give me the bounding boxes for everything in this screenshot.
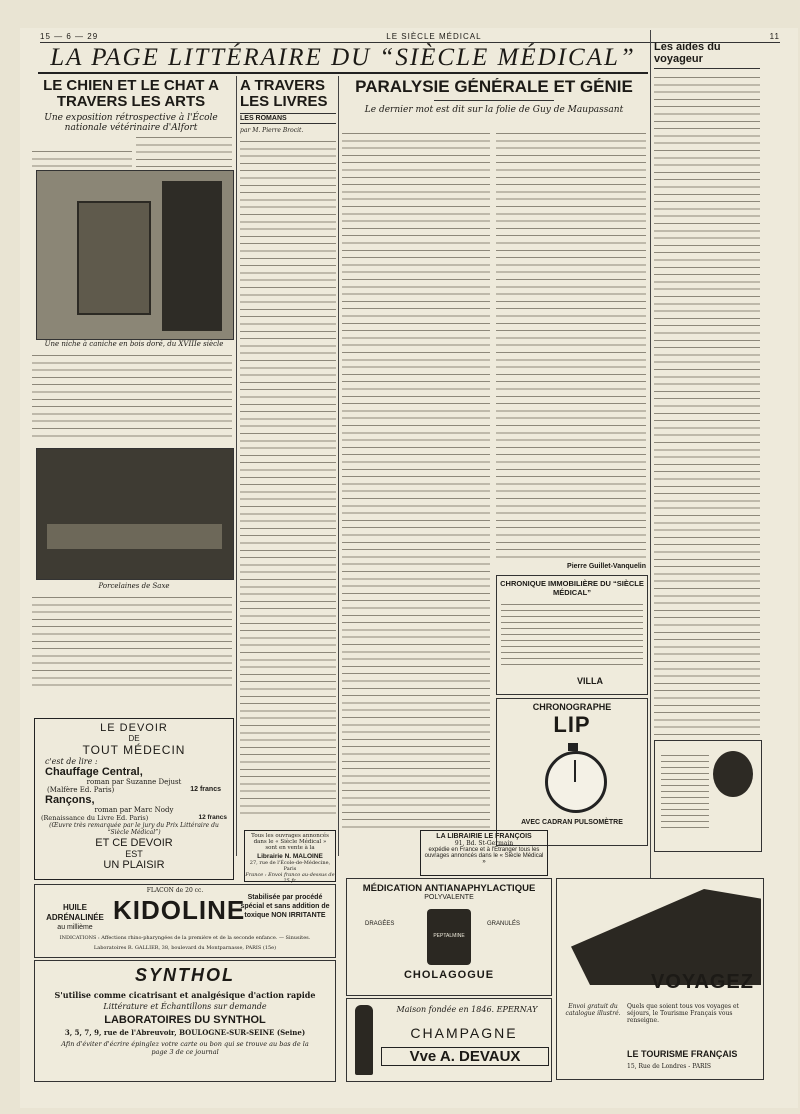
photo-porcelaines [36,448,234,580]
watch-hand [574,760,576,782]
article-text [240,136,336,816]
maloine-address: 27, rue de l'École-de-Médecine, Paris [249,860,331,872]
devaux-line2: CHAMPAGNE [410,1025,518,1041]
med-right: GRANULÉS [487,921,521,927]
kidoline-lab: Laboratoires R. GALLIER, 38, boulevard du Montparnasse, PARIS (15e) [93,945,277,951]
devoir-intro: c'est de lire : [45,757,98,766]
voyagez-left: Envoi gratuit du catalogue illustré. [565,1003,621,1017]
ad-listings [501,600,643,668]
column-rule [338,76,339,856]
voyagez-title: VOYAGEZ [651,971,754,993]
caption-niche: Une niche à caniche en bois doré, du XVIIIe siècle [44,340,224,348]
voyagez-address: 15, Rue de Londres - PARIS [627,1063,712,1070]
maloine-note: France : Envoi franco au-dessus de 25 fr. [245,872,335,884]
niche-shape [77,201,151,315]
column-rule [650,30,651,880]
kidoline-left [39,903,111,933]
ad-chronique-immobiliere [496,575,648,695]
devoir-slogan-3: UN PLAISIR [103,859,165,871]
ad-devoir [34,718,234,880]
book-publisher-2: (Renaissance du Livre Ed. Paris) [41,814,149,822]
synthol-brand: SYNTHOL [134,965,235,985]
title-rule [434,100,554,101]
article-text [654,72,760,772]
header-journal: LE SIÈCLE MÉDICAL [386,31,482,41]
article-text [32,592,232,690]
book-price-1: 12 francs [190,786,221,793]
book-note-2: (Œuvre très remarquée par le jury du Prix Littéraire du “Siècle Médical”) [49,822,219,836]
librairie-address: 91, Bd. St-Germain [454,840,514,847]
ad-peptalmine [346,878,552,996]
synthol-note: Afin d'éviter d'écrire épinglez votre carte ou bon qui se trouve au bas de la page 3 de ce journal [61,1040,309,1056]
kidoline-left-3: au millième [57,924,93,931]
kidoline-indications: INDICATIONS : Affections rhino-pharyngées de la première et de la seconde enfance. — Sinusites. [59,935,311,941]
ad-librairie [420,830,548,876]
book-pub-2 [35,814,233,822]
stopwatch-icon [545,751,607,813]
book-pub-1 [35,786,233,794]
kidoline-flacon: FLACON de 20 cc. [146,887,204,894]
article-livres [240,78,336,858]
ad-subtitle: AVEC CADRAN PULSOMÈTRE [521,819,623,826]
kidoline-brand: KIDOLINE [113,895,246,925]
article-title: Les aides du voyageur [654,42,721,65]
ad-lip [496,698,648,846]
med-bottom: CHOLAGOGUE [403,969,495,981]
column-rule [236,76,237,856]
kidoline-right: Stabilisée par procédé spécial et sans addition de toxique NON IRRITANTE [240,894,330,919]
title-rule [654,68,760,69]
article-author: par M. Pierre Brocit. [240,126,304,134]
product-box-icon [427,909,471,965]
article-text [342,128,490,828]
devaux-line1: Maison fondée en 1846. EPERNAY [396,1005,538,1014]
caption-porcelaines: Porcelaines de Saxe [98,582,170,590]
ad-synthol [34,960,336,1082]
book-title-1: Chauffage Central, [45,766,143,778]
med-title: MÉDICATION ANTIANAPHYLACTIQUE [362,883,536,894]
photo-niche [36,170,234,340]
synthol-address: 3, 5, 7, 9, rue de l'Abreuvoir, BOULOGNE-SUR-SEINE (Seine) [64,1028,306,1037]
article-subtitle: Une exposition rétrospective à l'École nationale vétérinaire d'Alfort [44,112,218,133]
ad-kidoline [34,884,336,958]
ad-illustration [654,740,762,852]
book-title-2: Rançons, [45,794,95,806]
article-text [496,128,646,558]
devaux-line3: Vve A. DEVAUX [381,1047,549,1066]
devoir-title-1: LE DEVOIR [100,722,168,734]
article-title: A TRAVERS LES LIVRES [240,78,328,110]
article-voyageur [654,42,760,862]
book-author-2: roman par Marc Nody [94,806,174,814]
med-subtitle: POLYVALENTE [424,894,474,901]
med-left: DRAGÉES [365,921,395,927]
header-page-number: 11 [769,31,780,41]
bottle-icon [355,1005,373,1075]
ad-header: CHRONOGRAPHE [532,702,612,712]
porcelain-figures [47,524,222,549]
article-text [136,132,232,170]
devoir-title-3: TOUT MÉDECIN [82,743,186,757]
synthol-line1: S'utilise comme cicatrisant et analgésique d'action rapide [54,990,316,1000]
text-lines [32,350,232,442]
article-title: PARALYSIE GÉNÉRALE ET GÉNIE [355,78,633,96]
article-text [32,350,232,442]
watch-crown [568,743,578,751]
section-label: LES ROMANS [240,113,336,124]
devoir-slogan-2: EST [125,849,143,859]
devoir-title-2: DE [128,734,140,743]
book-publisher-1: (Malfère Ed. Paris) [47,786,115,794]
devoir-slogan-1: ET CE DEVOIR [95,837,173,849]
kidoline-left-2: ADRÉNALINÉE [46,913,104,922]
book-author-1: roman par Suzanne Dejust [86,778,182,786]
synthol-line2: Littérature et Échantillons sur demande [103,1002,267,1011]
article-subtitle: Le dernier mot est dit sur la folie de Guy de Maupassant [364,104,624,115]
book-price-2: 12 francs [198,814,227,821]
ad-maloine [244,830,336,882]
article-text [32,146,132,170]
voyagez-company: LE TOURISME FRANÇAIS [627,1049,738,1059]
villa-label: VILLA [577,676,603,686]
librairie-text: expédie en France et à l'Étranger tous les ouvrages annoncés dans le « Siècle Médical » [424,847,544,865]
ad-title: CHRONIQUE IMMOBILIÈRE DU “SIÈCLE MÉDICAL” [500,579,644,597]
ad-devaux [346,998,552,1082]
ad-brand: LIP [553,712,591,737]
maloine-name: Librairie N. MALOINE [257,853,323,860]
voyagez-right: Quels que soient tous vos voyages et séjours, le Tourisme Français vous renseigne. [627,1003,739,1024]
shadow-shape [162,181,222,331]
med-brand: PEPTALMINE [433,933,465,939]
kidoline-left-1: HUILE [63,903,87,912]
ad-text [661,751,709,831]
page-banner: LA PAGE LITTÉRAIRE DU “SIÈCLE MÉDICAL” [38,44,648,74]
article-signature: Pierre Guillet-Vanquelin [567,563,646,570]
maloine-text: Tous les ouvrages annoncés dans le « Siècle Médical » sont en vente à la [251,833,329,851]
woman-portrait-icon [713,751,753,797]
ad-voyagez [556,878,764,1080]
article-title: LE CHIEN ET LE CHAT A TRAVERS LES ARTS [43,78,219,110]
librairie-title: LA LIBRAIRIE LE FRANÇOIS [436,833,532,840]
header-date: 15 — 6 — 29 [40,31,99,41]
synthol-lab: LABORATOIRES DU SYNTHOL [104,1014,266,1026]
